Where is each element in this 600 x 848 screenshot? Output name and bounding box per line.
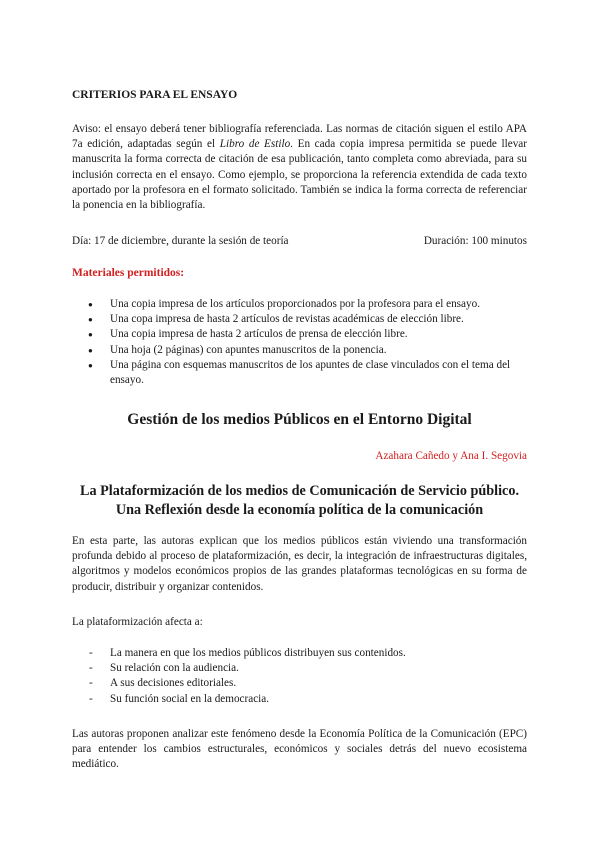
materials-item: ● Una hoja (2 páginas) con apuntes manuscritos de la ponencia. (72, 343, 527, 358)
analysis-paragraph: Las autoras proponen analizar este fenómeno desde la Economía Política de la Comunicación (EPC) para entender los cambios estructurales, económicos y sociales detrás del nuevo ecosistema mediático. (72, 728, 527, 771)
materials-item: ● Una copia impresa de hasta 2 artículos de prensa de elección libre. (72, 327, 527, 342)
session-info-row (72, 234, 527, 249)
talk-subtitle-line2: Una Reflexión desde la economía política de la comunicación (115, 502, 484, 518)
materials-list (72, 297, 527, 388)
intro-paragraph: En esta parte, las autoras explican que los medios públicos están viviendo una transformación profunda debido al proceso de plataformización, es decir, la integración de infraestructuras digitales, algoritmos y modelos económicos propios de las grandes plataformas tecnológicas en su forma de producir, distribuir y organizar contenidos. (72, 535, 527, 593)
talk-subtitle (72, 482, 527, 520)
notice-text-before: Aviso: el ensayo deberá tener bibliografía referenciada. Las normas de citación siguen el estilo APA 7a edición, adaptadas según el (72, 123, 527, 151)
session-duration: Duración: 100 minutos (423, 235, 527, 247)
talk-subtitle-line1: La Plataformización de los medios de Comunicación de Servicio público. (79, 483, 519, 499)
materials-item: ● Una página con esquemas manuscritos de los apuntes de clase vinculados con el tema del ensayo. (72, 358, 527, 388)
affects-list (72, 646, 527, 707)
affects-item: - Su relación con la audiencia. (72, 661, 527, 676)
affects-item: - La manera en que los medios públicos distribuyen sus contenidos. (72, 646, 527, 661)
notice-text-after: . En cada copia impresa permitida se puede llevar manuscrita la forma correcta de citación de esa publicación, tanto completa como abreviada, para su inclusión correcta en el ensayo. Como ejemplo, se proporciona la referencia extendida de cada texto aportado por la profesora en el formato solicitado. También se indica la forma correcta de referenciar la ponencia en la bibliografía. (72, 138, 527, 212)
session-day: Día: 17 de diciembre, durante la sesión de teoría (72, 235, 289, 247)
affects-item: - Su función social en la democracia. (72, 692, 527, 707)
criteria-heading: CRITERIOS PARA EL ENSAYO (72, 89, 238, 101)
affects-item: - A sus decisiones editoriales. (72, 676, 527, 691)
materials-heading: Materiales permitidos: (72, 267, 185, 279)
materials-item: ● Una copa impresa de hasta 2 artículos de revistas académicas de elección libre. (72, 312, 527, 327)
materials-item: ● Una copia impresa de los artículos proporcionados por la profesora para el ensayo. (72, 297, 527, 312)
talk-title: Gestión de los medios Públicos en el Entorno Digital (127, 411, 472, 428)
talk-authors: Azahara Cañedo y Ana I. Segovia (375, 450, 527, 462)
notice-paragraph (72, 122, 527, 213)
notice-book-title: Libro de Estilo (219, 138, 291, 151)
affects-intro: La plataformización afecta a: (72, 616, 203, 628)
